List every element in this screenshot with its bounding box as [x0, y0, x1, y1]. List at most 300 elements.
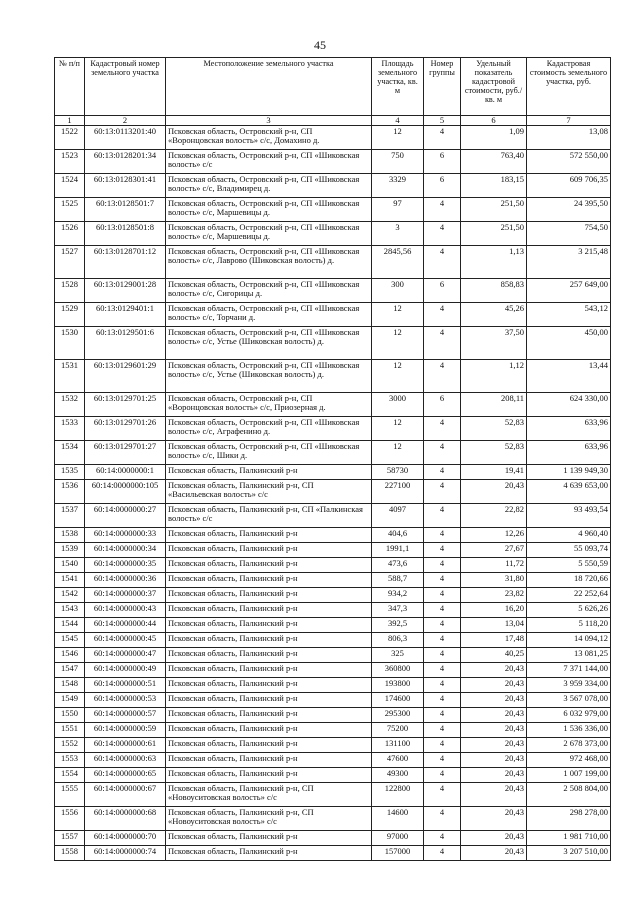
table-cell-rate: 22,82: [461, 504, 527, 528]
table-cell-rate: 19,41: [461, 465, 527, 480]
table-cell-rate: 20,43: [461, 753, 527, 768]
table-row: [55, 441, 611, 465]
table-cell-group: 4: [424, 327, 461, 360]
table-cell-rate: 11,72: [461, 558, 527, 573]
table-cell-cost: 633,96: [527, 441, 611, 465]
table-cell-area: 131100: [372, 738, 424, 753]
table-cell-location: Псковская область, Островский р-н, СП «Шиковская волость» с/с, Шики д.: [166, 441, 372, 465]
table-cell-area: 122800: [372, 783, 424, 807]
table-cell-group: 4: [424, 588, 461, 603]
page-number: 45: [314, 38, 326, 52]
table-row: [55, 663, 611, 678]
table-row: [55, 150, 611, 174]
table-row: [55, 543, 611, 558]
table-cell-rate: 20,43: [461, 693, 527, 708]
table-cell-cadastral-number: 60:14:0000000:44: [85, 618, 166, 633]
table-cell-number: 1539: [55, 543, 85, 558]
table-cell-rate: 858,83: [461, 279, 527, 303]
column-number: 1: [55, 116, 85, 126]
table-row: [55, 126, 611, 150]
table-cell-group: 6: [424, 279, 461, 303]
table-cell-area: 3: [372, 222, 424, 246]
table-cell-rate: 251,50: [461, 198, 527, 222]
table-cell-area: 97: [372, 198, 424, 222]
table-cell-number: 1551: [55, 723, 85, 738]
table-row: [55, 573, 611, 588]
table-cell-location: Псковская область, Палкинский р-н, СП «Новоуситовская волость» с/с: [166, 783, 372, 807]
table-cell-number: 1550: [55, 708, 85, 723]
table-cell-number: 1555: [55, 783, 85, 807]
table-cell-number: 1543: [55, 603, 85, 618]
table-cell-location: Псковская область, Островский р-н, СП «Шиковская волость» с/с, Сигорицы д.: [166, 279, 372, 303]
header-cadastral-number: Кадастровый номер земельного участка: [85, 58, 166, 116]
table-cell-cost: 1 981 710,00: [527, 831, 611, 846]
table-cell-group: 4: [424, 783, 461, 807]
table-cell-number: 1524: [55, 174, 85, 198]
table-cell-cost: 3 207 510,00: [527, 846, 611, 861]
table-cell-group: 4: [424, 303, 461, 327]
table-cell-number: 1527: [55, 246, 85, 279]
table-cell-cost: 543,12: [527, 303, 611, 327]
table-cell-cost: 624 330,00: [527, 393, 611, 417]
table-cell-location: Псковская область, Палкинский р-н: [166, 633, 372, 648]
table-row: [55, 417, 611, 441]
table-cell-area: 12: [372, 126, 424, 150]
table-cell-number: 1540: [55, 558, 85, 573]
table-cell-group: 4: [424, 246, 461, 279]
table-cell-cadastral-number: 60:14:0000000:61: [85, 738, 166, 753]
table-cell-cost: 55 093,74: [527, 543, 611, 558]
table-cell-cadastral-number: 60:14:0000000:65: [85, 768, 166, 783]
cadastral-value-table: [54, 57, 611, 861]
table-cell-cost: 1 007 199,00: [527, 768, 611, 783]
table-cell-location: Псковская область, Палкинский р-н, СП «Васильевская волость» с/с: [166, 480, 372, 504]
table-cell-rate: 20,43: [461, 663, 527, 678]
table-cell-location: Псковская область, Палкинский р-н: [166, 543, 372, 558]
table-cell-location: Псковская область, Палкинский р-н: [166, 738, 372, 753]
table-cell-number: 1547: [55, 663, 85, 678]
table-cell-area: 325: [372, 648, 424, 663]
table-cell-area: 360800: [372, 663, 424, 678]
table-cell-number: 1548: [55, 678, 85, 693]
table-cell-rate: 37,50: [461, 327, 527, 360]
table-cell-area: 295300: [372, 708, 424, 723]
table-cell-cadastral-number: 60:13:0128701:12: [85, 246, 166, 279]
table-cell-number: 1530: [55, 327, 85, 360]
table-cell-group: 4: [424, 573, 461, 588]
table-cell-rate: 20,43: [461, 846, 527, 861]
table-cell-group: 6: [424, 393, 461, 417]
table-cell-rate: 20,43: [461, 738, 527, 753]
table-cell-area: 806,3: [372, 633, 424, 648]
table-cell-group: 4: [424, 648, 461, 663]
table-cell-cost: 1 139 949,30: [527, 465, 611, 480]
column-number: 4: [372, 116, 424, 126]
table-cell-location: Псковская область, Палкинский р-н: [166, 588, 372, 603]
table-cell-location: Псковская область, Палкинский р-н: [166, 831, 372, 846]
table-cell-cadastral-number: 60:14:0000000:63: [85, 753, 166, 768]
table-cell-location: Псковская область, Островский р-н, СП «Шиковская волость» с/с, Маршевицы д.: [166, 222, 372, 246]
header-group: Номер группы: [424, 58, 461, 116]
table-cell-group: 4: [424, 417, 461, 441]
table-cell-rate: 763,40: [461, 150, 527, 174]
table-cell-cadastral-number: 60:13:0128501:8: [85, 222, 166, 246]
table-cell-cadastral-number: 60:14:0000000:68: [85, 807, 166, 831]
table-cell-area: 4097: [372, 504, 424, 528]
table-cell-number: 1549: [55, 693, 85, 708]
table-row: [55, 222, 611, 246]
table-cell-rate: 20,43: [461, 807, 527, 831]
table-cell-cadastral-number: 60:14:0000000:57: [85, 708, 166, 723]
table-cell-location: Псковская область, Палкинский р-н: [166, 708, 372, 723]
table-cell-cadastral-number: 60:13:0129701:27: [85, 441, 166, 465]
table-cell-group: 4: [424, 543, 461, 558]
table-cell-group: 4: [424, 360, 461, 393]
table-cell-location: Псковская область, Палкинский р-н: [166, 846, 372, 861]
table-cell-cadastral-number: 60:13:0128501:7: [85, 198, 166, 222]
table-cell-location: Псковская область, Палкинский р-н: [166, 768, 372, 783]
table-cell-group: 4: [424, 618, 461, 633]
table-cell-rate: 1,12: [461, 360, 527, 393]
table-row: [55, 633, 611, 648]
table-cell-area: 58730: [372, 465, 424, 480]
table-cell-cost: 22 252,64: [527, 588, 611, 603]
table-row: [55, 528, 611, 543]
table-row: [55, 708, 611, 723]
table-row: [55, 480, 611, 504]
table-cell-number: 1532: [55, 393, 85, 417]
table-cell-cost: 3 215,48: [527, 246, 611, 279]
table-cell-area: 47600: [372, 753, 424, 768]
table-cell-cadastral-number: 60:13:0128201:34: [85, 150, 166, 174]
table-cell-group: 4: [424, 603, 461, 618]
table-cell-group: 4: [424, 723, 461, 738]
table-cell-area: 12: [372, 303, 424, 327]
table-cell-rate: 45,26: [461, 303, 527, 327]
column-number: 3: [166, 116, 372, 126]
table-cell-rate: 16,20: [461, 603, 527, 618]
table-cell-cost: 4 639 653,00: [527, 480, 611, 504]
table-cell-group: 4: [424, 126, 461, 150]
table-cell-cadastral-number: 60:13:0129501:6: [85, 327, 166, 360]
table-cell-rate: 251,50: [461, 222, 527, 246]
table-cell-area: 1991,1: [372, 543, 424, 558]
table-cell-cost: 13 081,25: [527, 648, 611, 663]
table-cell-cost: 3 567 078,00: [527, 693, 611, 708]
table-cell-cadastral-number: 60:14:0000000:49: [85, 663, 166, 678]
table-cell-number: 1541: [55, 573, 85, 588]
table-cell-area: 392,5: [372, 618, 424, 633]
table-cell-number: 1552: [55, 738, 85, 753]
column-number: 6: [461, 116, 527, 126]
table-cell-cost: 972 468,00: [527, 753, 611, 768]
table-cell-area: 3329: [372, 174, 424, 198]
table-cell-cost: 24 395,50: [527, 198, 611, 222]
table-cell-cadastral-number: 60:14:0000000:59: [85, 723, 166, 738]
table-cell-cadastral-number: 60:14:0000000:74: [85, 846, 166, 861]
table-cell-cost: 3 959 334,00: [527, 678, 611, 693]
table-cell-rate: 20,43: [461, 768, 527, 783]
table-cell-number: 1528: [55, 279, 85, 303]
table-cell-cadastral-number: 60:14:0000000:47: [85, 648, 166, 663]
table-cell-rate: 1,09: [461, 126, 527, 150]
table-cell-location: Псковская область, Островский р-н, СП «Шиковская волость» с/с, Маршевицы д.: [166, 198, 372, 222]
table-row: [55, 558, 611, 573]
table-cell-group: 4: [424, 768, 461, 783]
table-cell-rate: 40,25: [461, 648, 527, 663]
table-cell-area: 300: [372, 279, 424, 303]
table-cell-area: 750: [372, 150, 424, 174]
table-cell-cost: 754,50: [527, 222, 611, 246]
table-cell-cadastral-number: 60:13:0128301:41: [85, 174, 166, 198]
table-cell-group: 4: [424, 753, 461, 768]
table-cell-number: 1537: [55, 504, 85, 528]
header-row: [55, 58, 611, 116]
table-cell-cadastral-number: 60:13:0129601:29: [85, 360, 166, 393]
table-cell-cost: 14 094,12: [527, 633, 611, 648]
table-row: [55, 279, 611, 303]
table-cell-cadastral-number: 60:13:0129001:28: [85, 279, 166, 303]
table-cell-area: 347,3: [372, 603, 424, 618]
table-cell-cadastral-number: 60:14:0000000:51: [85, 678, 166, 693]
table-cell-location: Псковская область, Островский р-н, СП «Шиковская волость» с/с, Лаврово (Шиковская волость) д.: [166, 246, 372, 279]
column-number: 5: [424, 116, 461, 126]
table-cell-area: 12: [372, 360, 424, 393]
table-cell-group: 4: [424, 198, 461, 222]
table-row: [55, 723, 611, 738]
table-cell-location: Псковская область, Палкинский р-н: [166, 573, 372, 588]
table-cell-rate: 23,82: [461, 588, 527, 603]
table-cell-rate: 27,67: [461, 543, 527, 558]
table-cell-cost: 2 678 373,00: [527, 738, 611, 753]
table-cell-number: 1553: [55, 753, 85, 768]
table-cell-rate: 13,04: [461, 618, 527, 633]
table-row: [55, 588, 611, 603]
table-cell-group: 6: [424, 150, 461, 174]
table-cell-group: 4: [424, 738, 461, 753]
header-area: Площадь земельного участка, кв. м: [372, 58, 424, 116]
table-cell-cost: 257 649,00: [527, 279, 611, 303]
table-cell-cadastral-number: 60:14:0000000:43: [85, 603, 166, 618]
table-cell-cadastral-number: 60:14:0000000:34: [85, 543, 166, 558]
table-cell-cadastral-number: 60:14:0000000:53: [85, 693, 166, 708]
table-cell-number: 1556: [55, 807, 85, 831]
table-cell-number: 1538: [55, 528, 85, 543]
table-row: [55, 738, 611, 753]
table-cell-area: 97000: [372, 831, 424, 846]
table-cell-cadastral-number: 60:14:0000000:36: [85, 573, 166, 588]
table-cell-group: 4: [424, 504, 461, 528]
table-cell-area: 174600: [372, 693, 424, 708]
table-cell-rate: 52,83: [461, 417, 527, 441]
table-cell-rate: 20,43: [461, 783, 527, 807]
table-cell-location: Псковская область, Палкинский р-н, СП «Новоуситовская волость» с/с: [166, 807, 372, 831]
table-cell-location: Псковская область, Палкинский р-н: [166, 528, 372, 543]
table-row: [55, 393, 611, 417]
table-cell-cost: 5 626,26: [527, 603, 611, 618]
table-cell-number: 1525: [55, 198, 85, 222]
table-cell-cost: 450,00: [527, 327, 611, 360]
table-row: [55, 603, 611, 618]
table-cell-number: 1545: [55, 633, 85, 648]
table-body: [55, 126, 611, 861]
table-cell-number: 1534: [55, 441, 85, 465]
table-cell-number: 1522: [55, 126, 85, 150]
table-cell-cadastral-number: 60:14:0000000:27: [85, 504, 166, 528]
table-cell-cadastral-number: 60:14:0000000:37: [85, 588, 166, 603]
table-row: [55, 831, 611, 846]
table-cell-area: 75200: [372, 723, 424, 738]
table-cell-cost: 18 720,66: [527, 573, 611, 588]
header-rate: Удельный показатель кадастровой стоимости, руб./кв. м: [461, 58, 527, 116]
table-cell-area: 404,6: [372, 528, 424, 543]
table-cell-rate: 20,43: [461, 480, 527, 504]
table-cell-cost: 13,44: [527, 360, 611, 393]
table-cell-number: 1533: [55, 417, 85, 441]
table-cell-rate: 12,26: [461, 528, 527, 543]
table-cell-area: 227100: [372, 480, 424, 504]
table-row: [55, 618, 611, 633]
table-cell-location: Псковская область, Островский р-н, СП «Шиковская волость» с/с, Аграфенино д.: [166, 417, 372, 441]
table-cell-area: 2845,56: [372, 246, 424, 279]
table-cell-rate: 1,13: [461, 246, 527, 279]
table-cell-location: Псковская область, Островский р-н, СП «Шиковская волость» с/с: [166, 150, 372, 174]
table-cell-group: 4: [424, 678, 461, 693]
table-cell-area: 49300: [372, 768, 424, 783]
table-row: [55, 174, 611, 198]
table-cell-group: 4: [424, 465, 461, 480]
table-row: [55, 768, 611, 783]
table-cell-rate: 17,48: [461, 633, 527, 648]
table-cell-area: 934,2: [372, 588, 424, 603]
column-number: 7: [527, 116, 611, 126]
column-number-row: [55, 116, 611, 126]
table-cell-cadastral-number: 60:14:0000000:33: [85, 528, 166, 543]
table-cell-area: 14600: [372, 807, 424, 831]
table-cell-number: 1523: [55, 150, 85, 174]
table-cell-group: 4: [424, 846, 461, 861]
table-cell-cadastral-number: 60:13:0113201:40: [85, 126, 166, 150]
table-cell-area: 193800: [372, 678, 424, 693]
table-cell-group: 4: [424, 480, 461, 504]
table-cell-cost: 13,08: [527, 126, 611, 150]
table-cell-cadastral-number: 60:14:0000000:45: [85, 633, 166, 648]
table-cell-cadastral-number: 60:13:0129701:26: [85, 417, 166, 441]
table-cell-cost: 609 706,35: [527, 174, 611, 198]
table-row: [55, 327, 611, 360]
table-cell-group: 4: [424, 663, 461, 678]
table-cell-group: 4: [424, 558, 461, 573]
table-row: [55, 648, 611, 663]
table-cell-area: 12: [372, 417, 424, 441]
header-num: № п/п: [55, 58, 85, 116]
table-cell-number: 1529: [55, 303, 85, 327]
table-cell-rate: 208,11: [461, 393, 527, 417]
table-row: [55, 246, 611, 279]
table-cell-number: 1546: [55, 648, 85, 663]
table-cell-rate: 20,43: [461, 831, 527, 846]
table-row: [55, 753, 611, 768]
table-cell-group: 4: [424, 807, 461, 831]
table-cell-location: Псковская область, Палкинский р-н: [166, 648, 372, 663]
table-cell-location: Псковская область, Островский р-н, СП «Шиковская волость» с/с, Устье (Шиковская волость) д.: [166, 360, 372, 393]
table-cell-cost: 93 493,54: [527, 504, 611, 528]
table-cell-cost: 2 508 804,00: [527, 783, 611, 807]
table-cell-cost: 4 960,40: [527, 528, 611, 543]
table-cell-location: Псковская область, Палкинский р-н: [166, 753, 372, 768]
table-row: [55, 807, 611, 831]
header-cost: Кадастровая стоимость земельного участка, руб.: [527, 58, 611, 116]
table-cell-location: Псковская область, Островский р-н, СП «Воронцовская волость» с/с, Приозерная д.: [166, 393, 372, 417]
table-cell-group: 4: [424, 528, 461, 543]
table-cell-location: Псковская область, Палкинский р-н: [166, 618, 372, 633]
table-row: [55, 504, 611, 528]
table-cell-cost: 298 278,00: [527, 807, 611, 831]
table-cell-location: Псковская область, Палкинский р-н: [166, 603, 372, 618]
table-cell-group: 6: [424, 174, 461, 198]
table-cell-number: 1531: [55, 360, 85, 393]
table-row: [55, 465, 611, 480]
table-cell-location: Псковская область, Палкинский р-н: [166, 678, 372, 693]
table-cell-cadastral-number: 60:13:0129701:25: [85, 393, 166, 417]
table-cell-location: Псковская область, Палкинский р-н: [166, 693, 372, 708]
table-cell-area: 3000: [372, 393, 424, 417]
table-cell-cadastral-number: 60:14:0000000:1: [85, 465, 166, 480]
table-cell-location: Псковская область, Палкинский р-н: [166, 663, 372, 678]
table-cell-area: 157000: [372, 846, 424, 861]
table-cell-rate: 20,43: [461, 723, 527, 738]
table-cell-location: Псковская область, Палкинский р-н, СП «Палкинская волость» с/с: [166, 504, 372, 528]
table-cell-cadastral-number: 60:14:0000000:35: [85, 558, 166, 573]
table-cell-cost: 7 371 144,00: [527, 663, 611, 678]
table-cell-cost: 1 536 336,00: [527, 723, 611, 738]
table-cell-rate: 183,15: [461, 174, 527, 198]
table-cell-location: Псковская область, Палкинский р-н: [166, 723, 372, 738]
table-cell-cost: 572 550,00: [527, 150, 611, 174]
table-cell-cost: 633,96: [527, 417, 611, 441]
table-cell-group: 4: [424, 831, 461, 846]
table-row: [55, 783, 611, 807]
table-cell-location: Псковская область, Островский р-н, СП «Шиковская волость» с/с, Устье (Шиковская волость) д.: [166, 327, 372, 360]
table-cell-area: 473,6: [372, 558, 424, 573]
table-cell-number: 1542: [55, 588, 85, 603]
table-cell-location: Псковская область, Палкинский р-н: [166, 558, 372, 573]
table-cell-location: Псковская область, Островский р-н, СП «Воронцовская волость» с/с, Домахино д.: [166, 126, 372, 150]
table-cell-location: Псковская область, Палкинский р-н: [166, 465, 372, 480]
table-cell-cadastral-number: 60:13:0129401:1: [85, 303, 166, 327]
table-cell-rate: 20,43: [461, 678, 527, 693]
table-cell-cost: 5 550,59: [527, 558, 611, 573]
table-cell-location: Псковская область, Островский р-н, СП «Шиковская волость» с/с, Торчани д.: [166, 303, 372, 327]
table-cell-area: 12: [372, 327, 424, 360]
table-cell-cadastral-number: 60:14:0000000:105: [85, 480, 166, 504]
table-cell-area: 588,7: [372, 573, 424, 588]
table-cell-cadastral-number: 60:14:0000000:67: [85, 783, 166, 807]
table-cell-rate: 52,83: [461, 441, 527, 465]
table-cell-group: 4: [424, 693, 461, 708]
table-cell-rate: 20,43: [461, 708, 527, 723]
table-cell-number: 1557: [55, 831, 85, 846]
table-row: [55, 360, 611, 393]
table-cell-area: 12: [372, 441, 424, 465]
table-cell-number: 1558: [55, 846, 85, 861]
table-row: [55, 846, 611, 861]
table-cell-number: 1526: [55, 222, 85, 246]
table-row: [55, 693, 611, 708]
table-cell-cost: 5 118,20: [527, 618, 611, 633]
table-cell-number: 1544: [55, 618, 85, 633]
table-row: [55, 303, 611, 327]
